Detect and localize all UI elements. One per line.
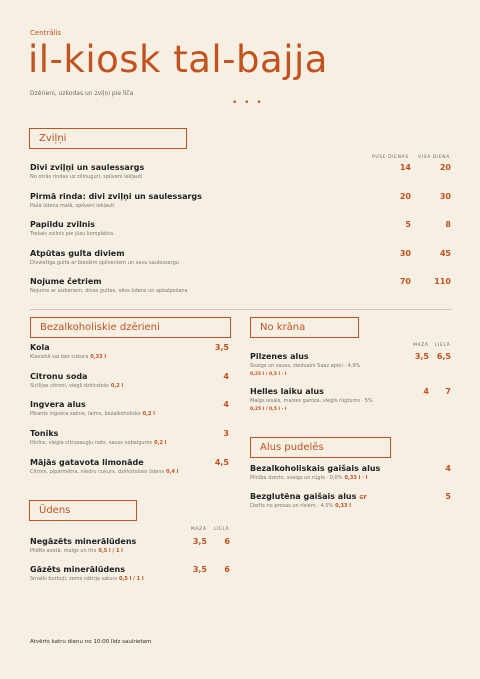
price: 3,5 — [214, 343, 229, 352]
item-description: Pildīts avotā, maigs un tīrs 0,5 l / 1 l — [30, 548, 123, 554]
item-name: Citronu soda — [30, 372, 88, 381]
volume-label: 0,33 l — [335, 503, 351, 509]
item-name: Divi zviļņi un saulessargs — [30, 163, 145, 172]
page-title: il-kiosk tal-bajja — [28, 38, 328, 81]
section-water-header — [29, 500, 137, 521]
opening-hours: Atvērts katru dienu no 10:00 līdz saulrietam — [30, 639, 152, 645]
price: 4,5 — [214, 458, 229, 467]
price-half-day: 14 — [399, 163, 411, 172]
price-large: 7 — [445, 387, 451, 396]
volume-label: 0,33 l — [90, 354, 107, 360]
price-full-day: 8 — [445, 220, 451, 229]
item-name: Ingvera alus — [30, 400, 86, 409]
item-description: Divvietīga gulta ar biezāim spilveniem un savu saulessargu — [30, 260, 179, 266]
price: 4 — [445, 464, 451, 473]
price: 3 — [223, 429, 229, 438]
volume-label: 0,4 l — [166, 469, 179, 475]
column-header-half-day: PUSE DIENAS — [372, 155, 409, 160]
item-description: Pilnība dzerts, svaigs un rūgts · 0,0% 0,33 l · l — [250, 475, 368, 481]
volume-label: 0,2 l — [154, 440, 167, 446]
price-half-day: 70 — [399, 277, 411, 286]
section-title: Alus pudelēs — [260, 442, 324, 453]
section-title: Bezalkoholiskie dzērieni — [40, 322, 160, 333]
item-description: Trešais zvilnis pie jūsu komplekta — [30, 231, 114, 237]
item-description: Smalki burbuļi, zems nātrija saturs 0,5 l / 1 l — [30, 576, 144, 582]
section-title: Zviļņi — [39, 133, 67, 144]
item-description: Hinīns, viegla citrusaugļu nots, sauss nobeigums 0,2 l — [30, 440, 167, 446]
column-header-small: MAZĀ — [191, 527, 207, 532]
item-description: Citroni, piparmētra, niedru cukurs, dzirkstošais ūdens 0,4 l — [30, 469, 179, 475]
volume-label: 0,2 l — [142, 411, 155, 417]
item-name: Atpūtas gulta diviem — [30, 249, 125, 258]
section-title: Ūdens — [39, 505, 71, 516]
price: 5 — [445, 492, 451, 501]
volume-label: 0,25 l / 0,5 l · l — [250, 372, 287, 377]
item-description: Sicīlijas citroni, viegli dzirkstošs 0,2 l — [30, 383, 124, 389]
item-description: Pašā ūdens malā, spilveni iekļauti — [30, 203, 115, 209]
price-half-day: 20 — [399, 192, 411, 201]
item-name: Pirmā rinda: divi zviļņi un saulessargs — [30, 192, 202, 201]
section-softdrinks-header — [30, 317, 231, 338]
item-description: Darīts no prosas un rīsiem · 4,5% 0,33 l — [250, 503, 351, 509]
column-header-large: LIELĀ — [214, 527, 230, 532]
item-name: Mājās gatavota limonāde — [30, 458, 144, 467]
volume-label: 0,5 l / 1 l — [98, 548, 123, 554]
volume-label: 0,25 l / 0,5 l · l — [250, 407, 287, 412]
section-zvilni-header — [29, 128, 187, 149]
column-header-small: MAZĀ — [413, 343, 429, 348]
item-name: Toniks — [30, 429, 59, 438]
price-half-day: 30 — [399, 249, 411, 258]
item-name: Helles laiku alus — [250, 387, 324, 396]
decorative-dots: • • • — [232, 98, 264, 108]
item-name: Nojume četriem — [30, 277, 102, 286]
location-kicker: Centrālis — [30, 29, 62, 37]
price-half-day: 5 — [405, 220, 411, 229]
price-small: 3,5 — [192, 565, 207, 574]
price: 4 — [223, 400, 229, 409]
section-divider — [30, 309, 452, 310]
item-name: Gāzēts minerālūdens — [30, 565, 126, 574]
item-name: Negāzēts minerālūdens — [30, 537, 137, 546]
item-description: Pikants ingvera sakne, laims, bezalkoholisks 0,2 l — [30, 411, 155, 417]
volume-label: 0,33 l · l — [344, 475, 368, 481]
price-full-day: 20 — [439, 163, 451, 172]
price-large: 6,5 — [436, 352, 451, 361]
price-full-day: 110 — [434, 277, 451, 286]
section-tap-header — [250, 317, 359, 338]
price: 4 — [223, 372, 229, 381]
price-full-day: 45 — [439, 249, 451, 258]
item-description: Svaigs un sauss, zieduaini Saaz apiņi · 4,9% — [250, 363, 361, 369]
item-name: Bezglutēna gaišais alus GF — [250, 492, 367, 501]
item-name: Bezalkoholiskais gaišais alus — [250, 464, 381, 473]
section-bottled-header — [250, 437, 391, 458]
volume-label: 0,2 l — [110, 383, 124, 389]
price-full-day: 30 — [439, 192, 451, 201]
item-name: Papildu zvilnis — [30, 220, 96, 229]
item-description: Klasiskā vai bez cukura 0,33 l — [30, 354, 107, 360]
column-header-large: LIELĀ — [435, 343, 451, 348]
gluten-free-badge: GF — [359, 495, 367, 501]
price-large: 6 — [224, 565, 230, 574]
item-description: Nojume ar aizkariem, divas gultas, vēss ūdens un apkalpošana — [30, 288, 188, 294]
price-small: 4 — [423, 387, 429, 396]
section-title: No krāna — [260, 322, 306, 333]
item-description: Maigs iesals, maizes garoza, viegls rūgtums · 5% — [250, 398, 373, 404]
price-small: 3,5 — [192, 537, 207, 546]
item-description: No otrās rindas uz zilinuguri, spilveni iekļauti — [30, 174, 143, 180]
price-small: 3,5 — [414, 352, 429, 361]
tagline: Dzērieni, uzkodas un zviļņi pie līča — [30, 90, 134, 97]
volume-label: 0,5 l / 1 l — [118, 576, 144, 582]
column-header-full-day: VISA DIENA — [418, 155, 450, 160]
item-name: Pilzenes alus — [250, 352, 309, 361]
item-name: Kola — [30, 343, 50, 352]
price-large: 6 — [224, 537, 230, 546]
